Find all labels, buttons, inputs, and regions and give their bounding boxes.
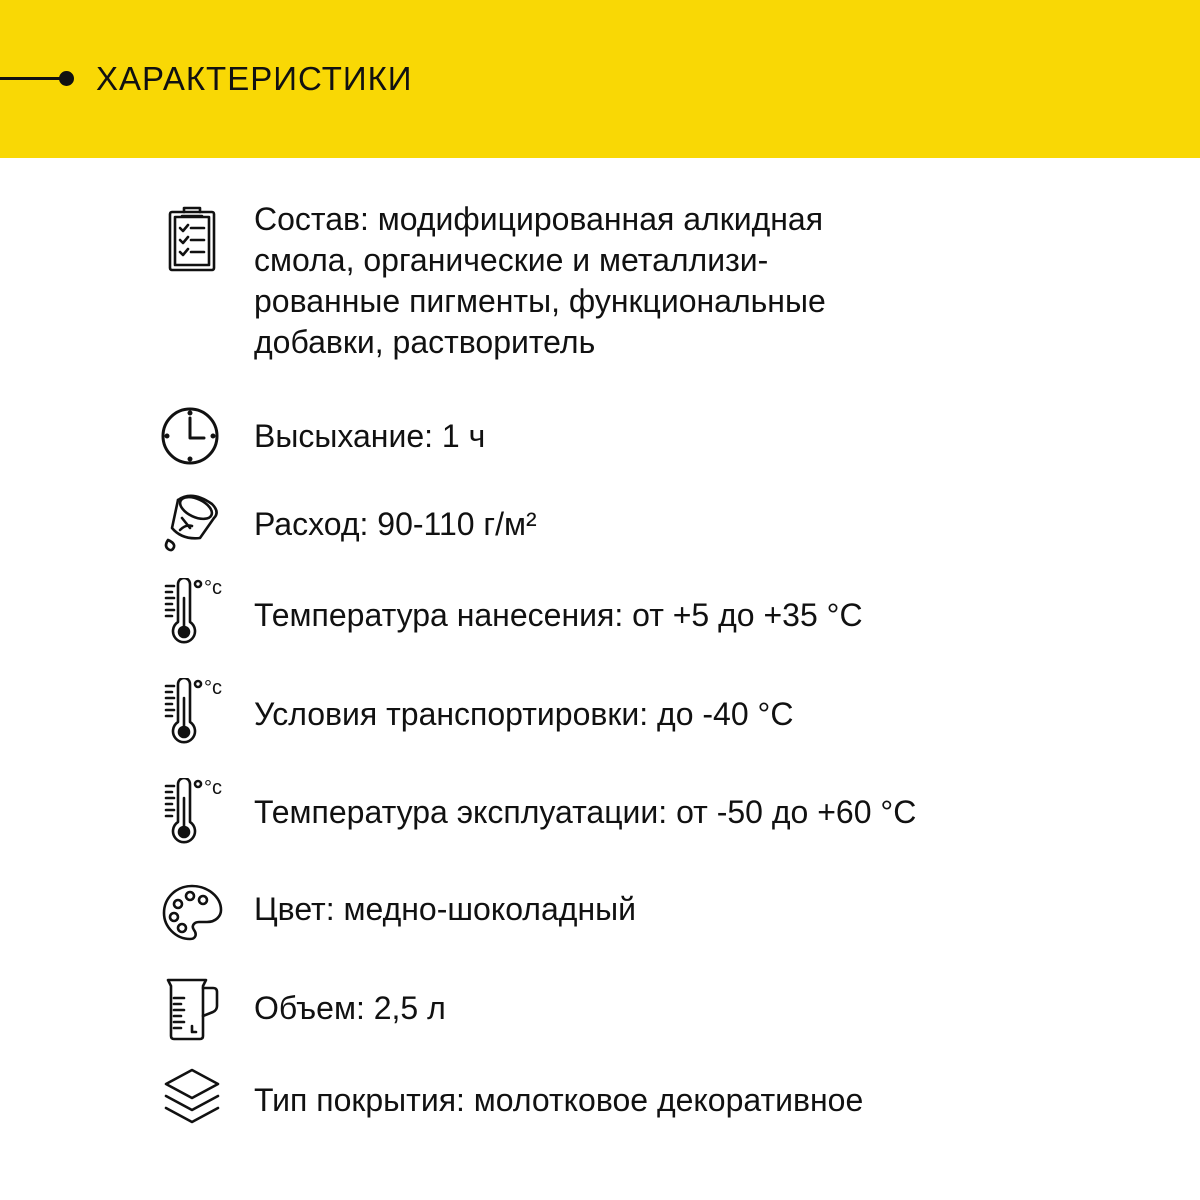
thermometer-unit-label: °c <box>204 777 222 799</box>
spec-coating-type-text: Тип покрытия: молотковое декоративное <box>254 1082 864 1118</box>
spec-color-text: Цвет: медно-шоколадный <box>254 891 636 927</box>
spec-operating-temperature-text: Температура эксплуатации: от -50 до +60 °С <box>254 794 917 830</box>
thermometer-unit-label: °c <box>204 677 222 699</box>
clipboard-checklist-icon <box>160 204 224 274</box>
header-band <box>0 0 1200 158</box>
clock-icon <box>160 404 224 468</box>
header-line-decoration <box>0 77 64 80</box>
spec-drying-text: Высыхание: 1 ч <box>254 418 486 454</box>
measuring-jug-icon <box>160 974 224 1042</box>
spec-composition-line-1: Состав: модифицированная алкидная <box>254 201 824 237</box>
paint-bucket-icon <box>160 490 224 556</box>
layers-icon <box>160 1064 224 1134</box>
spec-application-temperature-text: Температура нанесения: от +5 до +35 °С <box>254 597 863 633</box>
spec-composition-line-3: рованные пигменты, функциональные <box>254 283 826 319</box>
spec-transport-conditions-text: Условия транспортировки: до -40 °С <box>254 696 794 732</box>
spec-composition-line-4: добавки, растворитель <box>254 324 596 360</box>
header-dot-decoration <box>59 71 74 86</box>
palette-icon <box>160 880 224 944</box>
spec-volume-text: Объем: 2,5 л <box>254 990 446 1026</box>
thermometer-unit-label: °c <box>204 577 222 599</box>
page-title: ХАРАКТЕРИСТИКИ <box>96 60 413 97</box>
spec-composition-line-2: смола, органические и металлизи- <box>254 242 769 278</box>
spec-consumption-text: Расход: 90-110 г/м² <box>254 506 537 542</box>
